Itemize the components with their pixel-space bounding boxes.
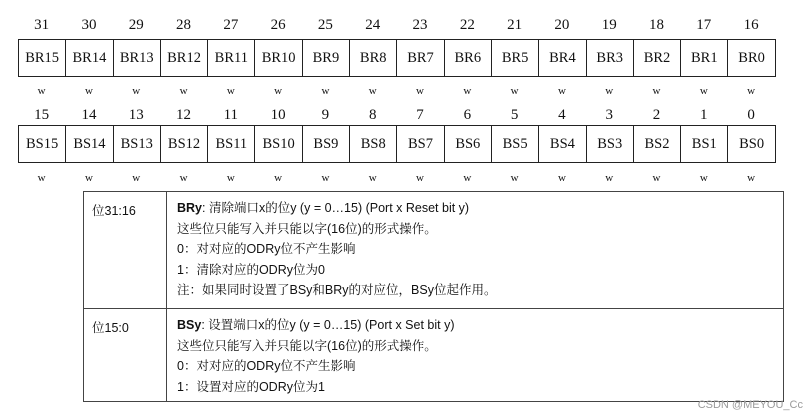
bit-number: 10 [270,107,286,123]
bit-number: 9 [321,107,330,123]
bit-number: 4 [558,107,566,123]
bit-number: 22 [459,17,475,33]
description-line: 0：对对应的ODRy位不产生影响 [177,242,356,256]
bit-number: 23 [412,17,428,33]
register-field: BR1 [681,40,728,76]
description-row-bs [84,309,784,402]
access-type: w [557,85,566,97]
access-type: w [37,172,46,184]
field-title: : 设置端口x的位y (y = 0…15) (Port x Set bit y) [201,318,455,332]
bit-number: 8 [368,107,377,123]
description-line: 0：对对应的ODRy位不产生影响 [177,359,356,373]
register-fields-low [18,125,776,163]
access-type: w [226,85,235,97]
bit-number: 29 [128,17,144,33]
description-title [177,315,783,336]
bit-number: 1 [700,107,708,123]
bit-number: 16 [743,17,759,33]
bit-number: 12 [176,107,192,123]
bit-number: 6 [463,107,472,123]
bit-number: 7 [416,107,424,123]
access-type: w [132,85,141,97]
description-note: 注：如果同时设置了BSy和BRy的对应位，BSy位起作用。 [177,283,497,297]
bit-range: 位15:0 [84,309,167,402]
bit-number: 28 [176,17,192,33]
bit-numbers-low [18,106,775,124]
register-field: BR9 [303,40,350,76]
register-field: BS1 [681,126,728,162]
field-name: BSy [177,318,202,332]
bit-number: 27 [223,17,239,33]
bit-number: 31 [34,17,50,33]
register-field: BR3 [587,40,634,76]
access-type: w [132,172,141,184]
bit-number: 11 [223,107,239,123]
access-type: w [510,85,519,97]
access-type: w [274,172,283,184]
register-fields-high [18,39,776,77]
access-type: w [416,85,424,97]
bit-number: 24 [365,17,381,33]
access-type: w [321,85,330,97]
description-line: 1：设置对应的ODRy位为1 [177,379,325,394]
description-body [167,309,784,402]
access-type: w [557,172,566,184]
bit-number: 5 [510,107,519,123]
field-title: : 清除端口x的位y (y = 0…15) (Port x Reset bit y) [202,201,470,215]
register-field: BR12 [161,40,208,76]
access-row-high [18,85,775,97]
access-type: w [416,172,424,184]
bit-number: 2 [652,107,661,123]
access-type: w [510,172,519,184]
access-row-low [18,172,775,184]
description-body [167,192,784,309]
register-field: BS6 [445,126,492,162]
bit-number: 3 [605,107,613,123]
access-type: w [274,85,283,97]
register-field: BS15 [19,126,66,162]
access-type: w [321,172,330,184]
bit-number: 20 [554,17,570,33]
register-field: BR2 [634,40,681,76]
access-type: w [463,172,472,184]
register-field: BR10 [255,40,302,76]
register-field: BR14 [66,40,113,76]
bit-number: 19 [601,17,617,33]
description-line: 1：清除对应的ODRy位为0 [177,262,325,277]
register-field: BR13 [114,40,161,76]
register-field: BS3 [587,126,634,162]
register-field: BS5 [492,126,539,162]
bit-number: 14 [81,107,97,123]
description-line: 这些位只能写入并只能以字(16位)的形式操作。 [177,221,437,236]
register-field: BR15 [19,40,66,76]
access-type: w [37,85,46,97]
access-type: w [699,172,708,184]
access-type: w [463,85,472,97]
bit-number: 30 [81,17,97,33]
register-field: BS12 [161,126,208,162]
bit-number: 17 [696,17,712,33]
bit-number: 15 [34,107,50,123]
access-type: w [747,85,756,97]
register-field: BR4 [539,40,586,76]
access-type: w [699,85,708,97]
register-field: BS7 [397,126,444,162]
bit-number: 13 [128,107,144,123]
bit-number: 0 [747,107,755,123]
access-type: w [747,172,756,184]
access-type: w [652,172,661,184]
register-field: BS0 [728,126,775,162]
bit-range: 位31:16 [84,192,167,309]
access-type: w [605,85,614,97]
access-type: w [368,85,377,97]
bit-number: 18 [649,17,664,33]
bit-number: 25 [317,17,333,33]
access-type: w [652,85,661,97]
register-field: BR8 [350,40,397,76]
access-type: w [226,172,235,184]
access-type: w [84,172,93,184]
register-field: BS8 [350,126,397,162]
access-type: w [84,85,93,97]
register-field: BR11 [208,40,255,76]
register-field: BR5 [492,40,539,76]
register-field: BR0 [728,40,775,76]
register-field: BS11 [208,126,255,162]
register-field: BS13 [114,126,161,162]
access-type: w [179,85,188,97]
description-line: 这些位只能写入并只能以字(16位)的形式操作。 [177,338,437,353]
register-field: BR6 [445,40,492,76]
access-type: w [368,172,377,184]
watermark: CSDN @MEYOU_Cc [697,399,803,411]
register-field: BS9 [303,126,350,162]
description-row-br [84,192,784,309]
register-field: BS2 [634,126,681,162]
register-field: BS4 [539,126,586,162]
bit-description-table [83,191,784,402]
description-title [177,198,783,219]
register-field: BS14 [66,126,113,162]
bit-number: 21 [507,17,523,33]
access-type: w [605,172,614,184]
access-type: w [179,172,188,184]
register-field: BS10 [255,126,302,162]
register-field: BR7 [397,40,444,76]
bit-numbers-high [18,16,775,34]
bit-number: 26 [270,17,286,33]
field-name: BRy [177,201,203,215]
